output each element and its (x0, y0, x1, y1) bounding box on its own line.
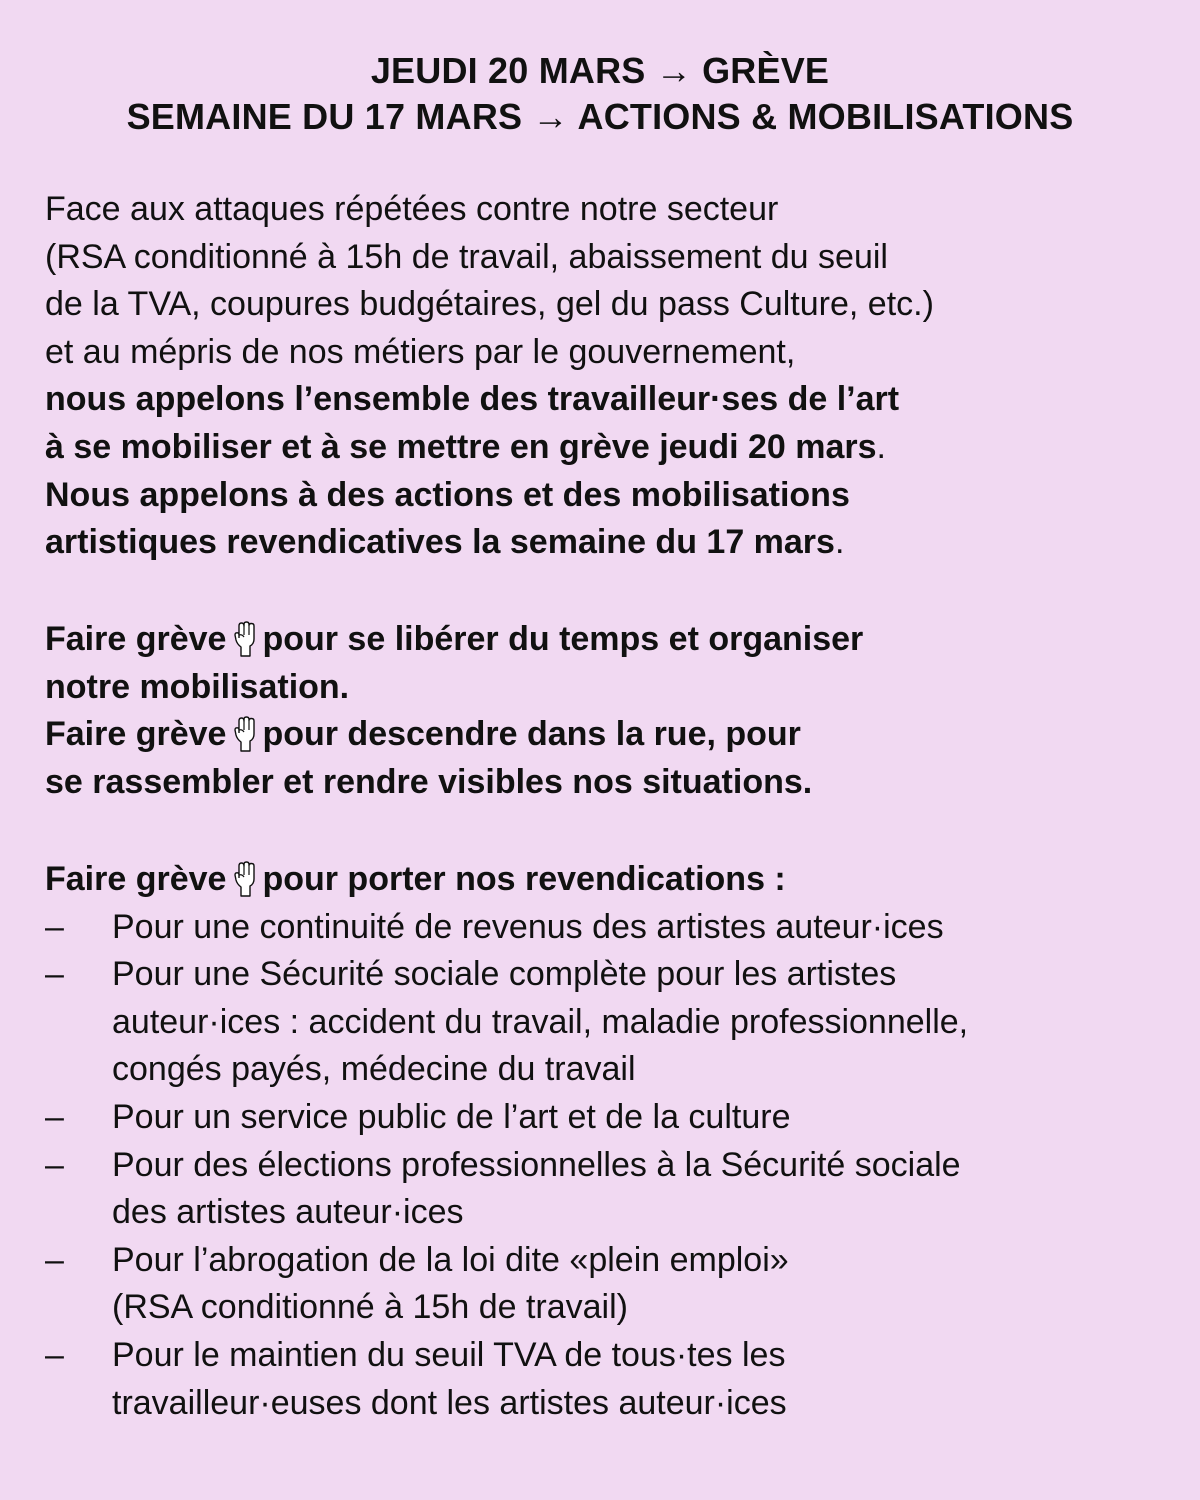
reason-line: notre mobilisation. (45, 667, 350, 706)
list-item-line: (RSA conditionné à 15h de travail) (112, 1288, 628, 1327)
intro-line: et au mépris de nos métiers par le gouvernement, (45, 332, 796, 371)
reason-line (45, 711, 1165, 759)
list-item (45, 1142, 1165, 1237)
list-item-line: auteur·ices : accident du travail, maladie professionnelle, (112, 1002, 969, 1041)
intro-call-line: artistiques revendicatives la semaine du 17 mars (45, 523, 835, 562)
raised-fist-icon (230, 715, 260, 753)
list-item-line: congés payés, médecine du travail (112, 1050, 636, 1089)
header-line-actions: SEMAINE DU 17 MARS → ACTIONS & MOBILISATIONS (126, 96, 1074, 137)
demands-section (45, 856, 1165, 1427)
list-item (45, 904, 1165, 952)
list-dash: – (45, 1335, 64, 1374)
reason-text: pour se libérer du temps et organiser (262, 620, 864, 658)
list-item-line: Pour un service public de l’art et de la culture (112, 1097, 791, 1136)
list-item-line: Pour une Sécurité sociale complète pour les artistes (112, 955, 897, 994)
intro-call-line: nous appelons l’ensemble des travailleur·ses de l’art (45, 380, 900, 419)
raised-fist-icon (230, 620, 260, 658)
list-item-line: Pour le maintien du seuil TVA de tous·tes les (112, 1335, 786, 1374)
list-dash: – (45, 907, 64, 946)
reason-strike-label: Faire grève (45, 620, 227, 658)
list-item-line: Pour des élections professionnelles à la Sécurité sociale (112, 1145, 961, 1184)
list-dash: – (45, 1240, 64, 1279)
demands-strike-label: Faire grève (45, 860, 227, 898)
intro-period: . (834, 523, 845, 562)
list-item-line: Pour une continuité de revenus des artistes auteur·ices (112, 907, 944, 946)
list-item-line: travailleur·euses dont les artistes auteur·ices (112, 1383, 787, 1422)
reason-strike-label: Faire grève (45, 715, 227, 754)
intro-line: Face aux attaques répétées contre notre secteur (45, 190, 779, 228)
list-item (45, 951, 1165, 1094)
reason-line: se rassembler et rendre visibles nos situations. (45, 762, 813, 801)
reason-line (45, 616, 1165, 664)
demands-heading-text: pour porter nos revendications : (262, 860, 786, 898)
intro-call-line: à se mobiliser et à se mettre en grève jeudi 20 mars (45, 427, 877, 466)
intro-call-line: Nous appelons à des actions et des mobilisations (45, 475, 850, 514)
list-item (45, 1332, 1165, 1427)
intro-paragraph (45, 186, 1165, 567)
list-dash: – (45, 1145, 64, 1184)
demands-list (45, 904, 1165, 1428)
list-dash: – (45, 1097, 64, 1136)
intro-line: (RSA conditionné à 15h de travail, abaissement du seuil (45, 237, 888, 276)
raised-fist-icon (230, 860, 260, 898)
intro-call-line-wrap (45, 519, 1165, 567)
reason-text: pour descendre dans la rue, pour (262, 715, 801, 754)
header-line-strike: JEUDI 20 MARS → GRÈVE (370, 50, 830, 91)
strike-reasons (45, 616, 1165, 806)
list-item (45, 1237, 1165, 1332)
list-dash: – (45, 955, 64, 994)
list-item-line: des artistes auteur·ices (112, 1193, 464, 1232)
intro-period: . (876, 427, 886, 466)
intro-line: de la TVA, coupures budgétaires, gel du pass Culture, etc.) (45, 285, 934, 324)
poster-header (0, 48, 1200, 140)
demands-heading (45, 856, 1165, 904)
list-item (45, 1094, 1165, 1142)
list-item-line: Pour l’abrogation de la loi dite «plein emploi» (112, 1240, 789, 1279)
intro-call-line-wrap (45, 424, 1165, 472)
